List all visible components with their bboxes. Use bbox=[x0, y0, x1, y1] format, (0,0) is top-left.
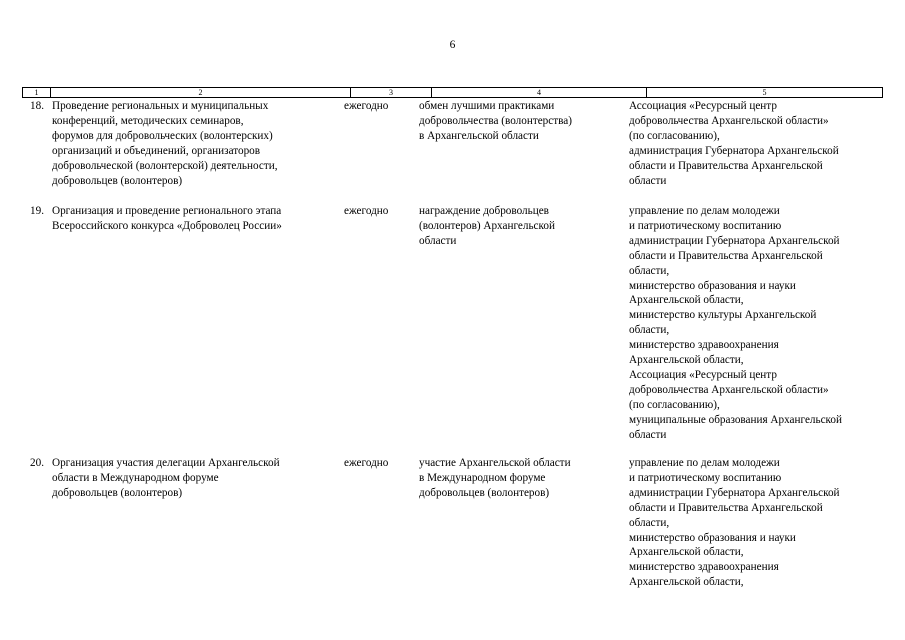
text-line: добровольческой (волонтерской) деятельности, bbox=[52, 159, 278, 172]
row-number: 18. bbox=[30, 100, 44, 112]
text-line: Архангельской области, bbox=[629, 294, 744, 307]
text-line: министерство здравоохранения bbox=[629, 339, 779, 352]
period: ежегодно bbox=[344, 457, 389, 469]
column-number-4: 4 bbox=[537, 88, 541, 97]
text-line: области bbox=[629, 428, 667, 441]
text-line: области в Международном форуме bbox=[52, 471, 219, 484]
period: ежегодно bbox=[344, 205, 389, 217]
text-line: области, bbox=[629, 264, 670, 277]
text-line: добровольцев (волонтеров) bbox=[419, 486, 550, 499]
text-line: и патриотическому воспитанию bbox=[629, 219, 782, 232]
activity-title bbox=[52, 456, 337, 501]
text-line: Архангельской области, bbox=[629, 576, 744, 589]
expected-result bbox=[419, 204, 619, 249]
text-line: области, bbox=[629, 324, 670, 337]
column-number-3: 3 bbox=[389, 88, 393, 97]
text-line: (по согласованию), bbox=[629, 129, 720, 142]
text-line: Организация участия делегации Архангельской bbox=[52, 457, 280, 469]
row-number: 19. bbox=[30, 205, 44, 217]
text-line: муниципальные образования Архангельской bbox=[629, 413, 843, 426]
text-line: Ассоциация «Ресурсный центр bbox=[629, 368, 777, 381]
text-line: в Архангельской области bbox=[419, 129, 539, 142]
column-number-header bbox=[22, 87, 883, 98]
text-line: области и Правительства Архангельской bbox=[629, 501, 823, 514]
expected-result bbox=[419, 99, 619, 144]
text-line: администрация Губернатора Архангельской bbox=[629, 144, 839, 157]
text-line: министерство культуры Архангельской bbox=[629, 309, 817, 322]
activity-title bbox=[52, 204, 337, 234]
text-line: добровольчества (волонтерства) bbox=[419, 114, 572, 127]
text-line: добровольчества Архангельской области» bbox=[629, 114, 829, 127]
period: ежегодно bbox=[344, 100, 389, 112]
row-number: 20. bbox=[30, 457, 44, 469]
responsible-executors bbox=[629, 204, 894, 443]
text-line: обмен лучшими практиками bbox=[419, 100, 555, 112]
expected-result bbox=[419, 456, 619, 501]
responsible-executors bbox=[629, 99, 894, 188]
column-number-2: 2 bbox=[198, 88, 203, 97]
text-line: Ассоциация «Ресурсный центр bbox=[629, 100, 777, 112]
column-number-5: 5 bbox=[762, 88, 767, 97]
text-line: организаций и объединений, организаторов bbox=[52, 144, 261, 157]
text-line: области, bbox=[629, 516, 670, 529]
text-line: добровольцев (волонтеров) bbox=[52, 174, 183, 187]
text-line: Проведение региональных и муниципальных bbox=[52, 100, 269, 112]
text-line: области и Правительства Архангельской bbox=[629, 159, 823, 172]
activity-title bbox=[52, 99, 337, 188]
text-line: конференций, методических семинаров, bbox=[52, 114, 244, 127]
text-line: форумов для добровольческих (волонтерских) bbox=[52, 129, 273, 142]
text-line: награждение добровольцев bbox=[419, 205, 549, 217]
responsible-executors bbox=[629, 456, 894, 590]
text-line: (волонтеров) Архангельской bbox=[419, 219, 555, 232]
text-line: министерство образования и науки bbox=[629, 279, 796, 292]
text-line: министерство образования и науки bbox=[629, 531, 796, 544]
text-line: добровольцев (волонтеров) bbox=[52, 486, 183, 499]
text-line: области bbox=[629, 174, 667, 187]
page-number: 6 bbox=[449, 39, 456, 51]
text-line: министерство здравоохранения bbox=[629, 561, 779, 574]
text-line: и патриотическому воспитанию bbox=[629, 471, 782, 484]
text-line: области и Правительства Архангельской bbox=[629, 249, 823, 262]
text-line: управление по делам молодежи bbox=[629, 205, 780, 217]
text-line: в Международном форуме bbox=[419, 471, 546, 484]
text-line: управление по делам молодежи bbox=[629, 457, 780, 469]
text-line: Архангельской области, bbox=[629, 354, 744, 367]
text-line: администрации Губернатора Архангельской bbox=[629, 234, 840, 247]
text-line: администрации Губернатора Архангельской bbox=[629, 486, 840, 499]
text-line: области bbox=[419, 234, 457, 247]
text-line: Всероссийского конкурса «Доброволец России» bbox=[52, 219, 282, 232]
text-line: добровольчества Архангельской области» bbox=[629, 383, 829, 396]
column-number-1: 1 bbox=[34, 88, 39, 97]
text-line: участие Архангельской области bbox=[419, 457, 571, 469]
text-line: Организация и проведение регионального этапа bbox=[52, 205, 282, 217]
text-line: Архангельской области, bbox=[629, 546, 744, 559]
text-line: (по согласованию), bbox=[629, 398, 720, 411]
